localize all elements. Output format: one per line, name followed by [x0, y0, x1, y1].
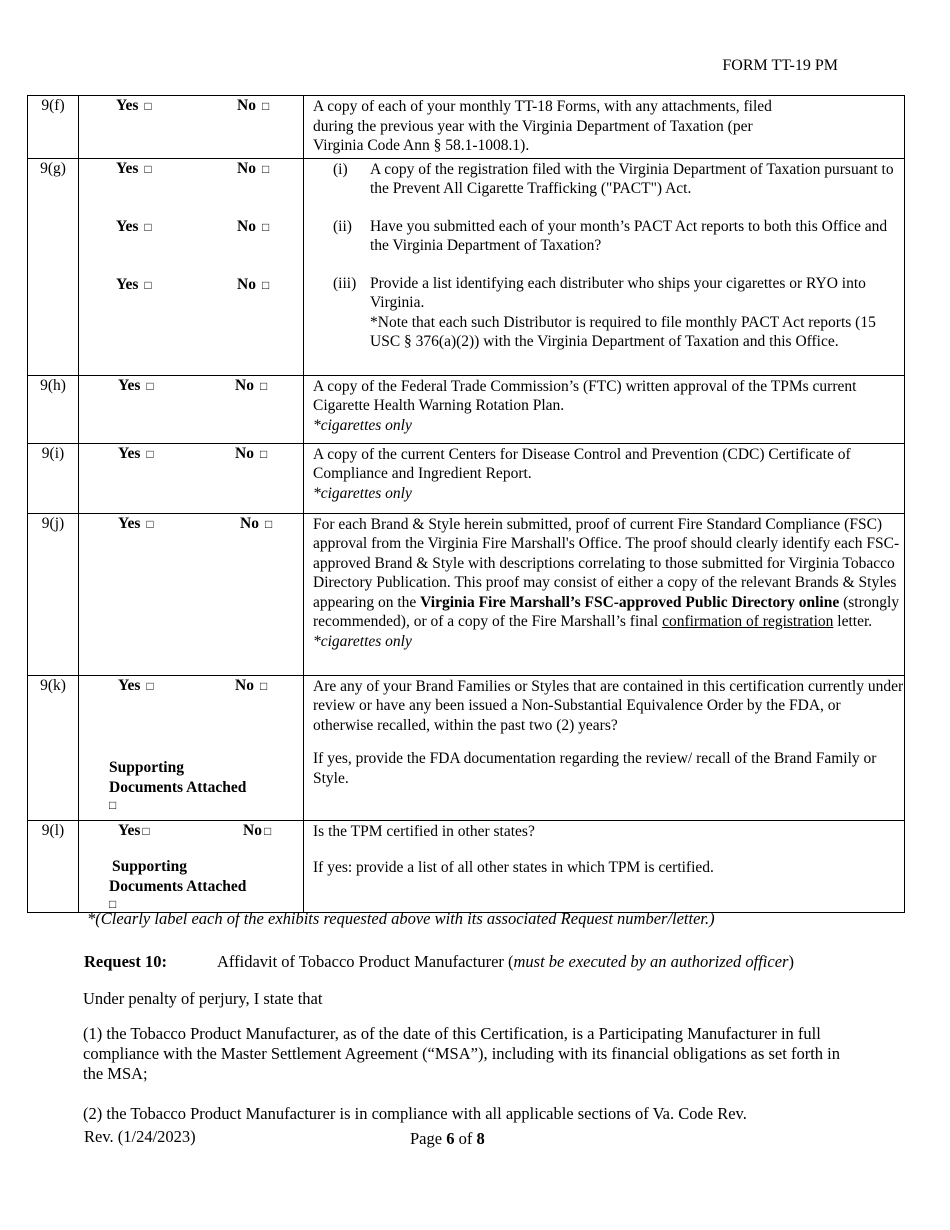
- no-checkbox[interactable]: No □: [235, 376, 268, 394]
- yes-checkbox[interactable]: Yes □: [118, 376, 154, 394]
- request-text: Are any of your Brand Families or Styles that are contained in this certification currently under review or have any been issued a Non-Substantial Equivalence Order by the FDA, or otherwise recalled, within the past two (2) years? If yes, provide the FDA documentation regarding the review/ recall of the Brand Family or Style.: [304, 675, 905, 820]
- no-checkbox[interactable]: No □: [237, 159, 270, 177]
- public-directory-bold: Virginia Fire Marshall’s FSC-approved Public Directory online: [420, 593, 840, 611]
- table-row: [28, 375, 905, 443]
- yes-checkbox[interactable]: Yes □: [116, 275, 152, 293]
- no-checkbox[interactable]: No □: [243, 821, 272, 839]
- revision-date: Rev. (1/24/2023): [84, 1127, 196, 1146]
- request-text: A copy of the current Centers for Disease Control and Prevention (CDC) Certificate of Compliance and Ingredient Report. *cigarettes only: [304, 443, 905, 513]
- row-number: 9(f): [28, 96, 79, 159]
- yes-checkbox[interactable]: Yes □: [116, 159, 152, 177]
- supporting-documents-checkbox[interactable]: Supporting Documents Attached □: [109, 758, 247, 812]
- affidavit-paragraph-2: (2) the Tobacco Product Manufacturer is in compliance with all applicable sections of Va. Code Rev.: [83, 1104, 747, 1123]
- request-text: [304, 158, 905, 375]
- no-checkbox[interactable]: No □: [240, 514, 273, 532]
- request-text: A copy of the Federal Trade Commission’s (FTC) written approval of the TPMs current Cigarette Health Warning Rotation Plan. *cigarettes only: [304, 375, 905, 443]
- yes-checkbox[interactable]: Yes □: [118, 514, 154, 532]
- table-row: [28, 96, 905, 159]
- table-row: [28, 513, 905, 675]
- request-text: Is the TPM certified in other states? If yes: provide a list of all other states in which TPM is certified.: [304, 820, 905, 912]
- row-number: 9(h): [28, 375, 79, 443]
- no-checkbox[interactable]: No □: [235, 444, 268, 462]
- form-number: FORM TT-19 PM: [722, 57, 838, 74]
- table-row: [28, 675, 905, 820]
- yes-checkbox[interactable]: Yes □: [118, 821, 150, 839]
- request-text: A copy of each of your monthly TT-18 Forms, with any attachments, filed during the previous year with the Virginia Department of Taxation (per Virginia Code Ann § 58.1-1008.1).: [304, 96, 905, 159]
- row-number: 9(k): [28, 675, 79, 820]
- row-number: 9(g): [28, 158, 79, 375]
- list-item: (i) A copy of the registration filed with the Virginia Department of Taxation pursuant to the Prevent All Cigarette Trafficking ("PACT") Act.: [333, 160, 894, 197]
- yes-checkbox[interactable]: Yes □: [116, 97, 152, 114]
- no-checkbox[interactable]: No □: [237, 217, 270, 235]
- page-number: Page 6 of 8: [410, 1129, 485, 1148]
- no-checkbox[interactable]: No □: [237, 97, 270, 114]
- list-item: (ii) Have you submitted each of your month’s PACT Act reports to both this Office and the Virginia Department of Taxation?: [333, 217, 888, 254]
- request-text: For each Brand & Style herein submitted, proof of current Fire Standard Compliance (FSC) approval from the Virginia Fire Marshall's Office. The proof should clearly identify each FSC-approved Brand & Style with descriptions correlating to those submitted for Virginia Tobacco Directory Publication. This proof may consist of either a copy of the relevant Brands & Styles appearing on the Virginia Fire Marshall’s FSC-approved Public Directory online (strongly recommended), or of a copy of the Fire Marshall’s final confirmation of registration letter. *cigarettes only: [304, 513, 905, 675]
- no-checkbox[interactable]: No □: [235, 676, 268, 694]
- yes-checkbox[interactable]: Yes □: [116, 217, 152, 235]
- table-row: [28, 820, 905, 912]
- confirmation-link[interactable]: confirmation of registration: [662, 613, 834, 630]
- row-number: 9(i): [28, 443, 79, 513]
- yes-checkbox[interactable]: Yes □: [118, 444, 154, 462]
- perjury-statement: Under penalty of perjury, I state that: [83, 989, 323, 1008]
- request-10-heading: Request 10: Affidavit of Tobacco Product Manufacturer (must be executed by an authorized officer): [84, 952, 794, 971]
- supporting-documents-checkbox[interactable]: Supporting Documents Attached □: [109, 857, 247, 911]
- table-row: [28, 443, 905, 513]
- no-checkbox[interactable]: No □: [237, 275, 270, 293]
- requests-table: [27, 95, 905, 913]
- row-number: 9(l): [28, 820, 79, 912]
- exhibits-note: *(Clearly label each of the exhibits requested above with its associated Request number/letter.): [87, 909, 715, 928]
- list-item: (iii) Provide a list identifying each distributer who ships your cigarettes or RYO into Virginia. *Note that each such Distributor is required to file monthly PACT Act reports (15 USC § 376(a)(2)) with the Virginia Department of Taxation and this Office.: [333, 274, 876, 350]
- row-number: 9(j): [28, 513, 79, 675]
- table-row: [28, 158, 905, 375]
- affidavit-paragraph-1: (1) the Tobacco Product Manufacturer, as of the date of this Certification, is a Participating Manufacturer in full compliance with the Master Settlement Agreement (“MSA”), including with its financial obligations as set forth in the MSA;: [83, 1024, 840, 1083]
- yes-checkbox[interactable]: Yes □: [118, 676, 154, 694]
